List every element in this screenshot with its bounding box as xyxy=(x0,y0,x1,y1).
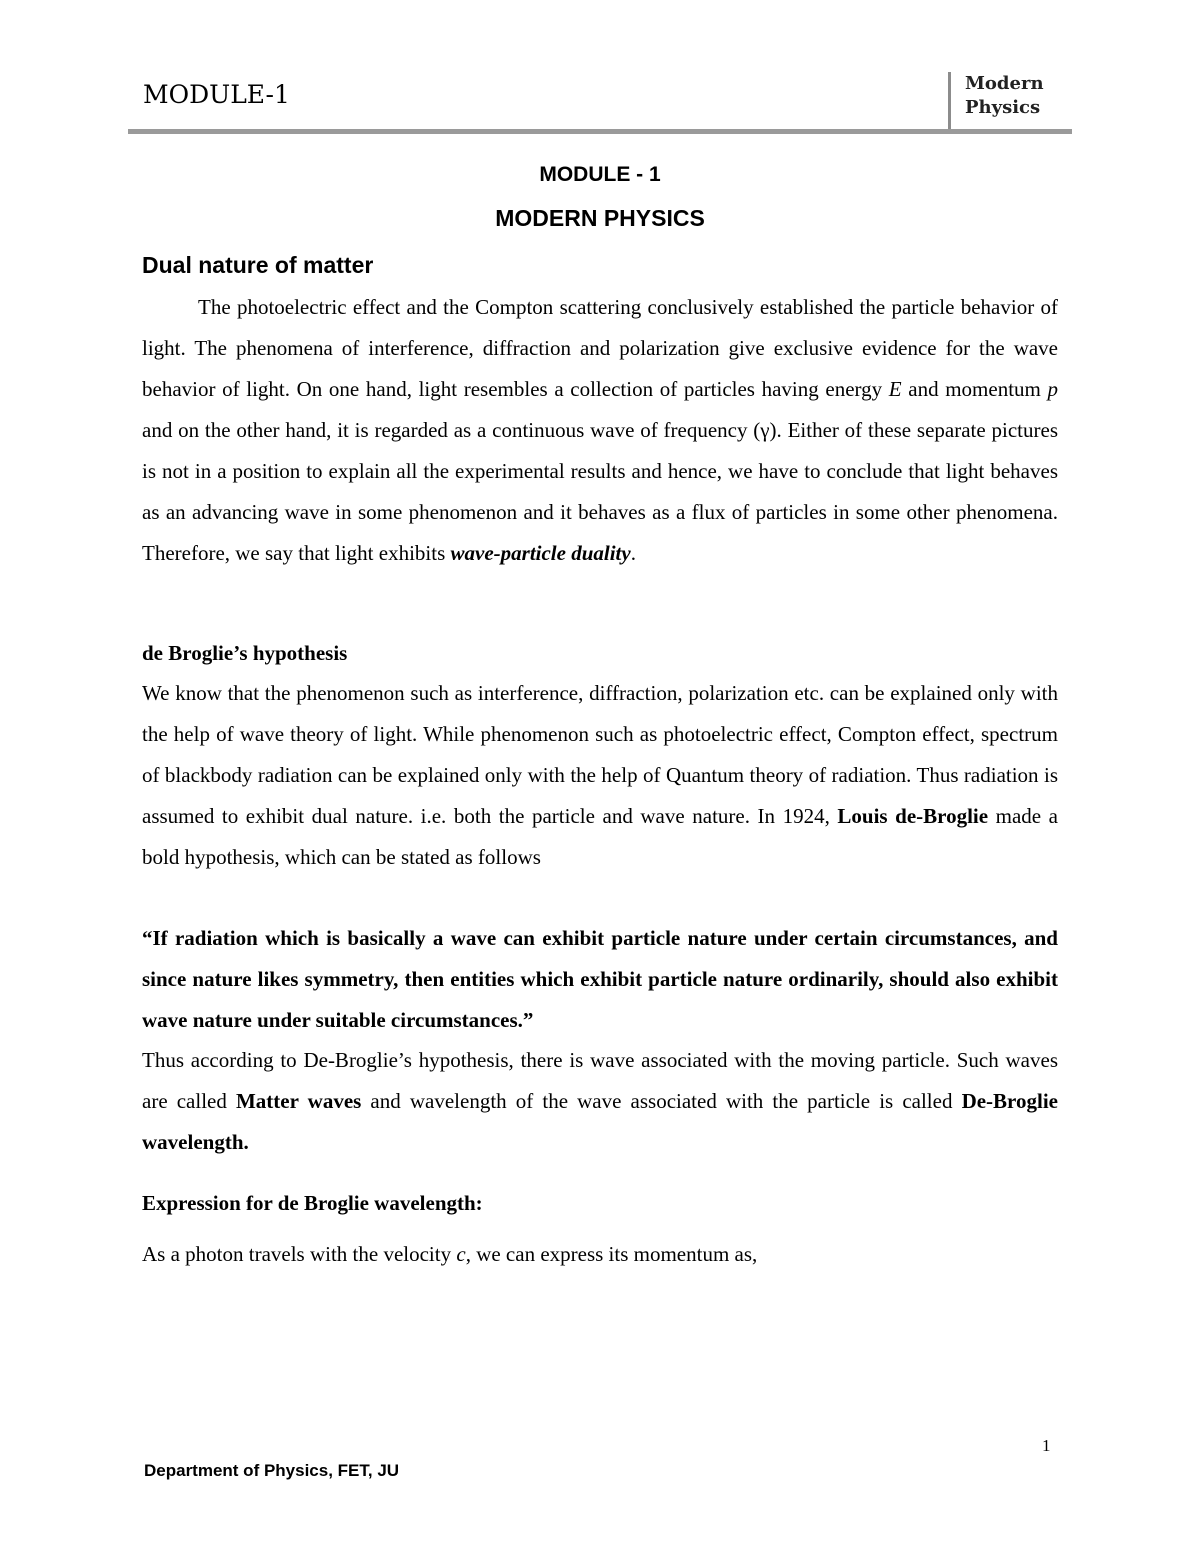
paragraph-de-broglie-hypothesis xyxy=(142,673,1058,878)
text-run: We know that the phenomenon such as interference, diffraction, polarization etc. can be explained only with the help of wave theory of light. While phenomenon such as photoelectric effect, Compton effect, spectrum of blackbody radiation can be explained only with the help of Quantum theory of radiation. Thus radiation is assumed to exhibit dual nature. i.e. both the particle and wave nature. In 1924, xyxy=(142,681,1058,828)
symbol-momentum: p xyxy=(1047,377,1058,401)
page-number: 1 xyxy=(1042,1436,1051,1455)
text-run: As a photon travels with the velocity xyxy=(142,1242,457,1266)
text-run: and wavelength of the wave associated with the particle is called xyxy=(361,1089,962,1113)
section-heading-dual-nature: Dual nature of matter xyxy=(142,252,374,278)
symbol-velocity-c: c xyxy=(456,1242,466,1266)
name-louis-de-broglie: Louis de-Broglie xyxy=(837,804,989,828)
text-run: The photoelectric effect and the Compton scattering conclusively established the particle behavior of light. The phenomena of interference, diffraction and polarization give exclusive evidence for the wave behavior of light. On one hand, light resembles a collection of particles having energy xyxy=(142,295,1058,401)
subject-title: MODERN PHYSICS xyxy=(495,205,705,231)
text-run: and momentum xyxy=(901,377,1048,401)
header-module-label: MODULE-1 xyxy=(143,80,290,109)
header-subject-box xyxy=(948,72,1044,130)
hypothesis-quote: “If radiation which is basically a wave can exhibit particle nature under certain circumstances, and since nature likes symmetry, then entities which exhibit particle nature ordinarily, should also exhibit wave nature under suitable circumstances.” xyxy=(142,926,1058,1032)
symbol-energy: E xyxy=(888,377,902,401)
header-subject-line1: Modern xyxy=(965,73,1044,94)
paragraph-photon-momentum xyxy=(142,1234,1058,1275)
term-de-broglie-wavelength: De-Broglie wavelength. xyxy=(142,1089,1058,1154)
text-run: , we can express its momentum as, xyxy=(465,1242,758,1266)
paragraph-dual-nature xyxy=(142,287,1058,574)
header-divider xyxy=(128,129,1072,134)
module-title: MODULE - 1 xyxy=(539,163,661,186)
footer-department: Department of Physics, FET, JU xyxy=(144,1461,400,1480)
text-run: . xyxy=(630,541,636,565)
text-run: Thus according to De-Broglie’s hypothesis, there is wave associated with the moving particle. Such waves are called xyxy=(142,1048,1058,1113)
header-subject-line2: Physics xyxy=(965,97,1041,118)
text-run: made a bold hypothesis, which can be stated as follows xyxy=(142,804,1058,869)
term-wave-particle-duality: wave-particle duality xyxy=(450,541,631,565)
text-run: and on the other hand, it is regarded as a continuous wave of frequency (γ). Either of these separate pictures is not in a position to explain all the experimental results and hence, we have to conclude that light behaves as an advancing wave in some phenomenon and it behaves as a flux of particles in some other phenomena. Therefore, we say that light exhibits xyxy=(142,418,1058,565)
term-matter-waves: Matter waves xyxy=(235,1089,362,1113)
section-heading-de-broglie-hypothesis: de Broglie’s hypothesis xyxy=(142,641,348,665)
section-heading-expression: Expression for de Broglie wavelength: xyxy=(142,1191,483,1215)
paragraph-matter-waves xyxy=(142,1040,1058,1163)
